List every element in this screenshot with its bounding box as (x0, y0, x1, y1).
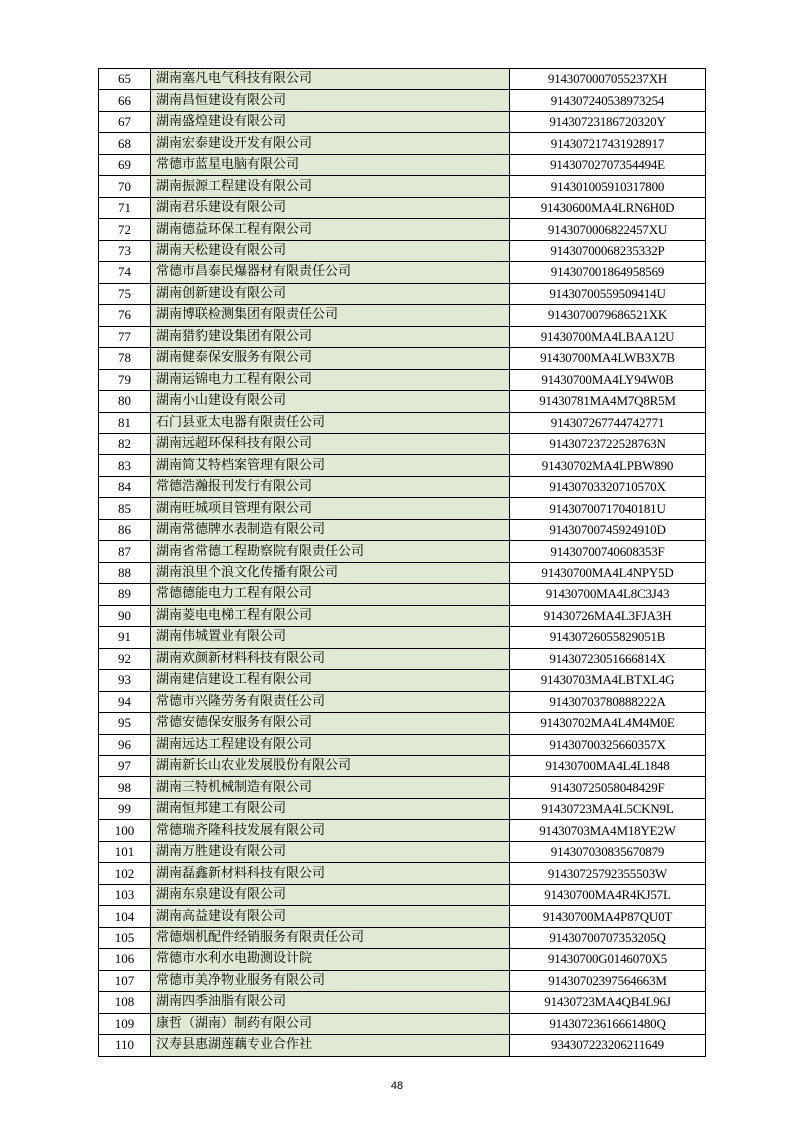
row-number-cell: 68 (99, 133, 151, 154)
row-number-cell: 79 (99, 369, 151, 390)
table-row (99, 798, 706, 819)
credit-code-cell: 91430702397564663M (510, 970, 706, 991)
credit-code-cell: 91430723MA4QB4L96J (510, 992, 706, 1013)
credit-code-cell: 9143070006822457XU (510, 219, 706, 240)
company-name-cell: 湖南振源工程建设有限公司 (151, 176, 510, 197)
credit-code-cell: 91430725792355503W (510, 863, 706, 884)
company-name-cell: 湖南天松建设有限公司 (151, 240, 510, 261)
company-name-cell: 常德安德保安服务有限公司 (151, 713, 510, 734)
table-row (99, 369, 706, 390)
credit-code-cell: 91430781MA4M7Q8R5M (510, 391, 706, 412)
company-name-cell: 湖南德益环保工程有限公司 (151, 219, 510, 240)
table-row (99, 111, 706, 132)
row-number-cell: 82 (99, 433, 151, 454)
table-row (99, 197, 706, 218)
credit-code-cell: 91430702MA4LPBW890 (510, 455, 706, 476)
credit-code-cell: 91430723186720320Y (510, 111, 706, 132)
table-row (99, 455, 706, 476)
row-number-cell: 81 (99, 412, 151, 433)
row-number-cell: 90 (99, 605, 151, 626)
table-row (99, 326, 706, 347)
credit-code-cell: 914307217431928917 (510, 133, 706, 154)
credit-code-cell: 91430723MA4L5CKN9L (510, 798, 706, 819)
credit-code-cell: 91430726MA4L3FJA3H (510, 605, 706, 626)
credit-code-cell: 91430700MA4LWB3X7B (510, 348, 706, 369)
row-number-cell: 72 (99, 219, 151, 240)
company-name-cell: 湖南远达工程建设有限公司 (151, 734, 510, 755)
company-name-cell: 湖南博联检测集团有限责任公司 (151, 305, 510, 326)
row-number-cell: 83 (99, 455, 151, 476)
row-number-cell: 75 (99, 283, 151, 304)
company-name-cell: 湖南欢颜新材料科技有限公司 (151, 648, 510, 669)
credit-code-cell: 914307267744742771 (510, 412, 706, 433)
company-name-cell: 湖南创新建设有限公司 (151, 283, 510, 304)
row-number-cell: 100 (99, 820, 151, 841)
company-name-cell: 湖南恒邦建工有限公司 (151, 798, 510, 819)
credit-code-cell: 91430725058048429F (510, 777, 706, 798)
company-name-cell: 湖南东泉建设有限公司 (151, 884, 510, 905)
company-name-cell: 湖南三特机械制造有限公司 (151, 777, 510, 798)
credit-code-cell: 91430702707354494E (510, 154, 706, 175)
row-number-cell: 70 (99, 176, 151, 197)
row-number-cell: 107 (99, 970, 151, 991)
table-row (99, 906, 706, 927)
company-name-cell: 湖南常德牌水表制造有限公司 (151, 519, 510, 540)
credit-code-cell: 91430700MA4L4L1848 (510, 756, 706, 777)
credit-code-cell: 91430703780888222A (510, 691, 706, 712)
row-number-cell: 93 (99, 670, 151, 691)
table-row (99, 541, 706, 562)
table-row (99, 305, 706, 326)
credit-code-cell: 91430703MA4M18YE2W (510, 820, 706, 841)
table-row (99, 498, 706, 519)
row-number-cell: 84 (99, 476, 151, 497)
row-number-cell: 95 (99, 713, 151, 734)
company-name-cell: 湖南塞凡电气科技有限公司 (151, 69, 510, 90)
credit-code-cell: 91430723051666814X (510, 648, 706, 669)
table-row (99, 283, 706, 304)
company-name-cell: 湖南建信建设工程有限公司 (151, 670, 510, 691)
credit-code-cell: 91430700559509414U (510, 283, 706, 304)
credit-code-cell: 91430700717040181U (510, 498, 706, 519)
table-row (99, 176, 706, 197)
row-number-cell: 74 (99, 262, 151, 283)
table-row (99, 562, 706, 583)
table-row (99, 584, 706, 605)
company-name-cell: 湖南小山建设有限公司 (151, 391, 510, 412)
company-name-cell: 湖南远超环保科技有限公司 (151, 433, 510, 454)
credit-code-cell: 91430700MA4R4KJ57L (510, 884, 706, 905)
table-row (99, 90, 706, 111)
company-name-cell: 湖南猎豹建设集团有限公司 (151, 326, 510, 347)
table-row (99, 670, 706, 691)
table-row (99, 519, 706, 540)
company-name-cell: 湖南省常德工程勘察院有限责任公司 (151, 541, 510, 562)
company-name-cell: 湖南高益建设有限公司 (151, 906, 510, 927)
row-number-cell: 80 (99, 391, 151, 412)
page-number: 48 (390, 1080, 404, 1092)
credit-code-cell: 91430700G0146070X5 (510, 949, 706, 970)
credit-code-cell: 91430726055829051B (510, 627, 706, 648)
row-number-cell: 98 (99, 777, 151, 798)
table-row (99, 756, 706, 777)
table-row (99, 648, 706, 669)
company-name-cell: 湖南浪里个浪文化传播有限公司 (151, 562, 510, 583)
table-row (99, 476, 706, 497)
row-number-cell: 65 (99, 69, 151, 90)
row-number-cell: 91 (99, 627, 151, 648)
credit-code-cell: 91430723722528763N (510, 433, 706, 454)
company-name-cell: 常德市水利水电勘测设计院 (151, 949, 510, 970)
row-number-cell: 92 (99, 648, 151, 669)
credit-code-cell: 91430700745924910D (510, 519, 706, 540)
table-row (99, 69, 706, 90)
credit-code-cell: 91430700068235332P (510, 240, 706, 261)
company-name-cell: 湖南昌恒建设有限公司 (151, 90, 510, 111)
row-number-cell: 103 (99, 884, 151, 905)
company-name-cell: 常德市兴隆劳务有限责任公司 (151, 691, 510, 712)
row-number-cell: 101 (99, 841, 151, 862)
row-number-cell: 67 (99, 111, 151, 132)
row-number-cell: 110 (99, 1035, 151, 1056)
credit-code-cell: 91430700MA4P87QU0T (510, 906, 706, 927)
table-row (99, 262, 706, 283)
table-row (99, 154, 706, 175)
table-row (99, 863, 706, 884)
row-number-cell: 87 (99, 541, 151, 562)
company-name-cell: 湖南伟城置业有限公司 (151, 627, 510, 648)
credit-code-cell: 934307223206211649 (510, 1035, 706, 1056)
row-number-cell: 86 (99, 519, 151, 540)
table-row (99, 691, 706, 712)
credit-code-cell: 914301005910317800 (510, 176, 706, 197)
company-name-cell: 常德浩瀚报刊发行有限公司 (151, 476, 510, 497)
row-number-cell: 89 (99, 584, 151, 605)
table-row (99, 970, 706, 991)
company-name-cell: 湖南万胜建设有限公司 (151, 841, 510, 862)
company-name-cell: 湖南旺城项目管理有限公司 (151, 498, 510, 519)
row-number-cell: 102 (99, 863, 151, 884)
company-name-cell: 常德德能电力工程有限公司 (151, 584, 510, 605)
table-row (99, 734, 706, 755)
table-row (99, 433, 706, 454)
table-row (99, 133, 706, 154)
credit-code-cell: 914307001864958569 (510, 262, 706, 283)
table-row (99, 240, 706, 261)
row-number-cell: 97 (99, 756, 151, 777)
company-name-cell: 湖南盛煌建设有限公司 (151, 111, 510, 132)
table-row (99, 884, 706, 905)
company-name-cell: 湖南磊鑫新材料科技有限公司 (151, 863, 510, 884)
credit-code-cell: 91430700MA4LBAA12U (510, 326, 706, 347)
credit-code-cell: 91430700MA4LY94W0B (510, 369, 706, 390)
row-number-cell: 85 (99, 498, 151, 519)
credit-code-cell: 91430703320710570X (510, 476, 706, 497)
table-row (99, 219, 706, 240)
row-number-cell: 69 (99, 154, 151, 175)
company-name-cell: 湖南健泰保安服务有限公司 (151, 348, 510, 369)
credit-code-cell: 914307240538973254 (510, 90, 706, 111)
credit-code-cell: 91430700707353205Q (510, 927, 706, 948)
credit-code-cell: 91430700325660357X (510, 734, 706, 755)
company-name-cell: 汉寿县惠湖莲藕专业合作社 (151, 1035, 510, 1056)
credit-code-cell: 91430700MA4L8C3J43 (510, 584, 706, 605)
row-number-cell: 77 (99, 326, 151, 347)
row-number-cell: 76 (99, 305, 151, 326)
credit-code-cell: 91430702MA4L4M4M0E (510, 713, 706, 734)
row-number-cell: 104 (99, 906, 151, 927)
row-number-cell: 71 (99, 197, 151, 218)
company-list-body (99, 69, 706, 1057)
company-name-cell: 常德市昌泰民爆器材有限责任公司 (151, 262, 510, 283)
table-row (99, 348, 706, 369)
table-row (99, 949, 706, 970)
credit-code-cell: 91430723616661480Q (510, 1013, 706, 1034)
credit-code-cell: 9143070007055237XH (510, 69, 706, 90)
table-row (99, 1013, 706, 1034)
row-number-cell: 99 (99, 798, 151, 819)
company-name-cell: 石门县亚太电器有限责任公司 (151, 412, 510, 433)
row-number-cell: 109 (99, 1013, 151, 1034)
table-row (99, 605, 706, 626)
company-name-cell: 常德瑞齐隆科技发展有限公司 (151, 820, 510, 841)
table-row (99, 927, 706, 948)
credit-code-cell: 9143070079686521XK (510, 305, 706, 326)
company-list-table (98, 68, 706, 1057)
row-number-cell: 73 (99, 240, 151, 261)
company-name-cell: 康哲（湖南）制药有限公司 (151, 1013, 510, 1034)
company-name-cell: 湖南运锦电力工程有限公司 (151, 369, 510, 390)
company-name-cell: 湖南宏泰建设开发有限公司 (151, 133, 510, 154)
table-row (99, 412, 706, 433)
credit-code-cell: 914307030835670879 (510, 841, 706, 862)
credit-code-cell: 91430703MA4LBTXL4G (510, 670, 706, 691)
company-name-cell: 湖南四季油脂有限公司 (151, 992, 510, 1013)
table-row (99, 627, 706, 648)
table-row (99, 713, 706, 734)
row-number-cell: 94 (99, 691, 151, 712)
credit-code-cell: 91430700MA4L4NPY5D (510, 562, 706, 583)
row-number-cell: 78 (99, 348, 151, 369)
table-row (99, 391, 706, 412)
table-row (99, 777, 706, 798)
company-name-cell: 常德市美净物业服务有限公司 (151, 970, 510, 991)
table-row (99, 841, 706, 862)
company-name-cell: 常德市蓝星电脑有限公司 (151, 154, 510, 175)
table-row (99, 1035, 706, 1056)
row-number-cell: 105 (99, 927, 151, 948)
credit-code-cell: 91430600MA4LRN6H0D (510, 197, 706, 218)
table-row (99, 992, 706, 1013)
company-name-cell: 常德烟机配件经销服务有限责任公司 (151, 927, 510, 948)
row-number-cell: 66 (99, 90, 151, 111)
company-name-cell: 湖南君乐建设有限公司 (151, 197, 510, 218)
credit-code-cell: 91430700740608353F (510, 541, 706, 562)
row-number-cell: 96 (99, 734, 151, 755)
company-name-cell: 湖南简艾特档案管理有限公司 (151, 455, 510, 476)
table-row (99, 820, 706, 841)
row-number-cell: 88 (99, 562, 151, 583)
row-number-cell: 106 (99, 949, 151, 970)
row-number-cell: 108 (99, 992, 151, 1013)
company-name-cell: 湖南新长山农业发展股份有限公司 (151, 756, 510, 777)
company-name-cell: 湖南菱电电梯工程有限公司 (151, 605, 510, 626)
